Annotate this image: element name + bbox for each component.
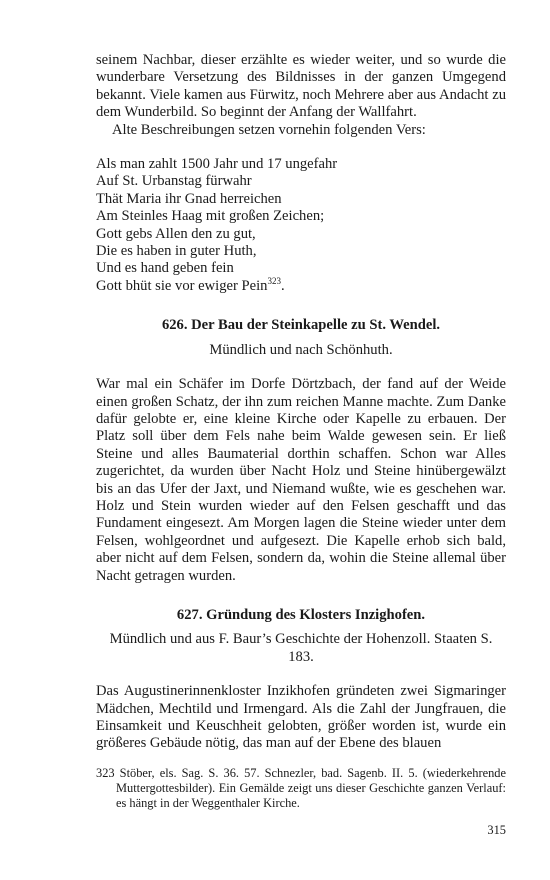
intro-paragraph: seinem Nachbar, dieser erzählte es wieder weiter, und so wurde die wunderbare Versetzung des Bildnisses in der ganzen Umgegend bekannt. Viele kamen aus Fürwitz, noch Mehrere aber aus Andacht zu dem Wunderbild. So beginnt der Anfang der Wallfahrt. — [96, 52, 506, 121]
footnote-323: 323 Stöber, els. Sag. S. 36. 57. Schnezler, bad. Sagenb. II. 5. (wiederkehrende Muttergottesbilder). Ein Gemälde zeigt uns dieser Geschichte ganzen Verlauf: es hängt in der Weggenthaler Kirche. — [96, 765, 506, 810]
section-626-source: Mündlich und nach Schönhuth. — [209, 341, 393, 358]
verse-line: Thät Maria ihr Gnad herreichen — [96, 190, 282, 207]
verse-line: Auf St. Urbanstag fürwahr — [96, 173, 252, 190]
verse-line: Gott gebs Allen den zu gut, — [96, 225, 256, 242]
section-626-text: War mal ein Schäfer im Dorfe Dörtzbach, der fand auf der Weide einen großen Schatz, der ihn zum reichen Manne machte. Zum Danke dafür gelobte er, eine kleine Kirche oder Kapelle zu erbauen. Der Platz soll über dem Fels nahe beim Walde gewesen sein. Er ließ Steine und alles Baumaterial dorthin schaffen. Schon war Alles zugerichtet, da wurden über Nacht Holz und Steine hinübergewälzt bis an das Ufer der Jaxt, und Niemand wußte, wie es geschehen war. Holz und Stein wurden wieder auf den Felsen geschafft und das Fundament eingesezt. Am Morgen lagen die Steine wieder unter dem Felsen, wohlgeordnet und aufgesezt. Die Kapelle erhob sich bald, aber nicht auf dem Felsen, sondern da, wohin die Steine allemal über Nacht getragen wurden. — [96, 376, 506, 584]
verse-line: Als man zahlt 1500 Jahr und 17 ungefahr — [96, 156, 338, 173]
section-627-title: 627. Gründung des Klosters Inzighofen. — [176, 606, 426, 623]
page-number: 315 — [487, 823, 506, 837]
page-body — [96, 52, 506, 811]
section-626-title: 626. Der Bau der Steinkapelle zu St. Wendel. — [161, 317, 441, 334]
verse-line: Und es hand geben fein — [96, 260, 234, 277]
verse-block — [96, 156, 506, 295]
intro-verse-lead: Alte Beschreibungen setzen vornehin folgenden Vers: — [112, 121, 426, 138]
footnote-ref[interactable]: 323 — [267, 276, 281, 287]
verse-line: Die es haben in guter Huth, — [96, 243, 257, 260]
section-627-text: Das Augustinerinnenkloster Inzikhofen gründeten zwei Sigmaringer Mädchen, Mechtild und Irmengard. Als die Zahl der Jungfrauen, die Einsamkeit und Keuschheit gelobten, größer worden ist, wurde ein größeres Gebäude nötig, das man auf der Ebene des blauen — [96, 683, 506, 752]
verse-line-last: Gott bhüt sie vor ewiger Pein$^{323}$. — [96, 276, 285, 294]
verse-line: Am Steinles Haag mit großen Zeichen; — [96, 208, 325, 225]
section-627-source: Mündlich und aus F. Baur’s Geschichte der Hohenzoll. Staaten S. 183. — [109, 631, 493, 665]
